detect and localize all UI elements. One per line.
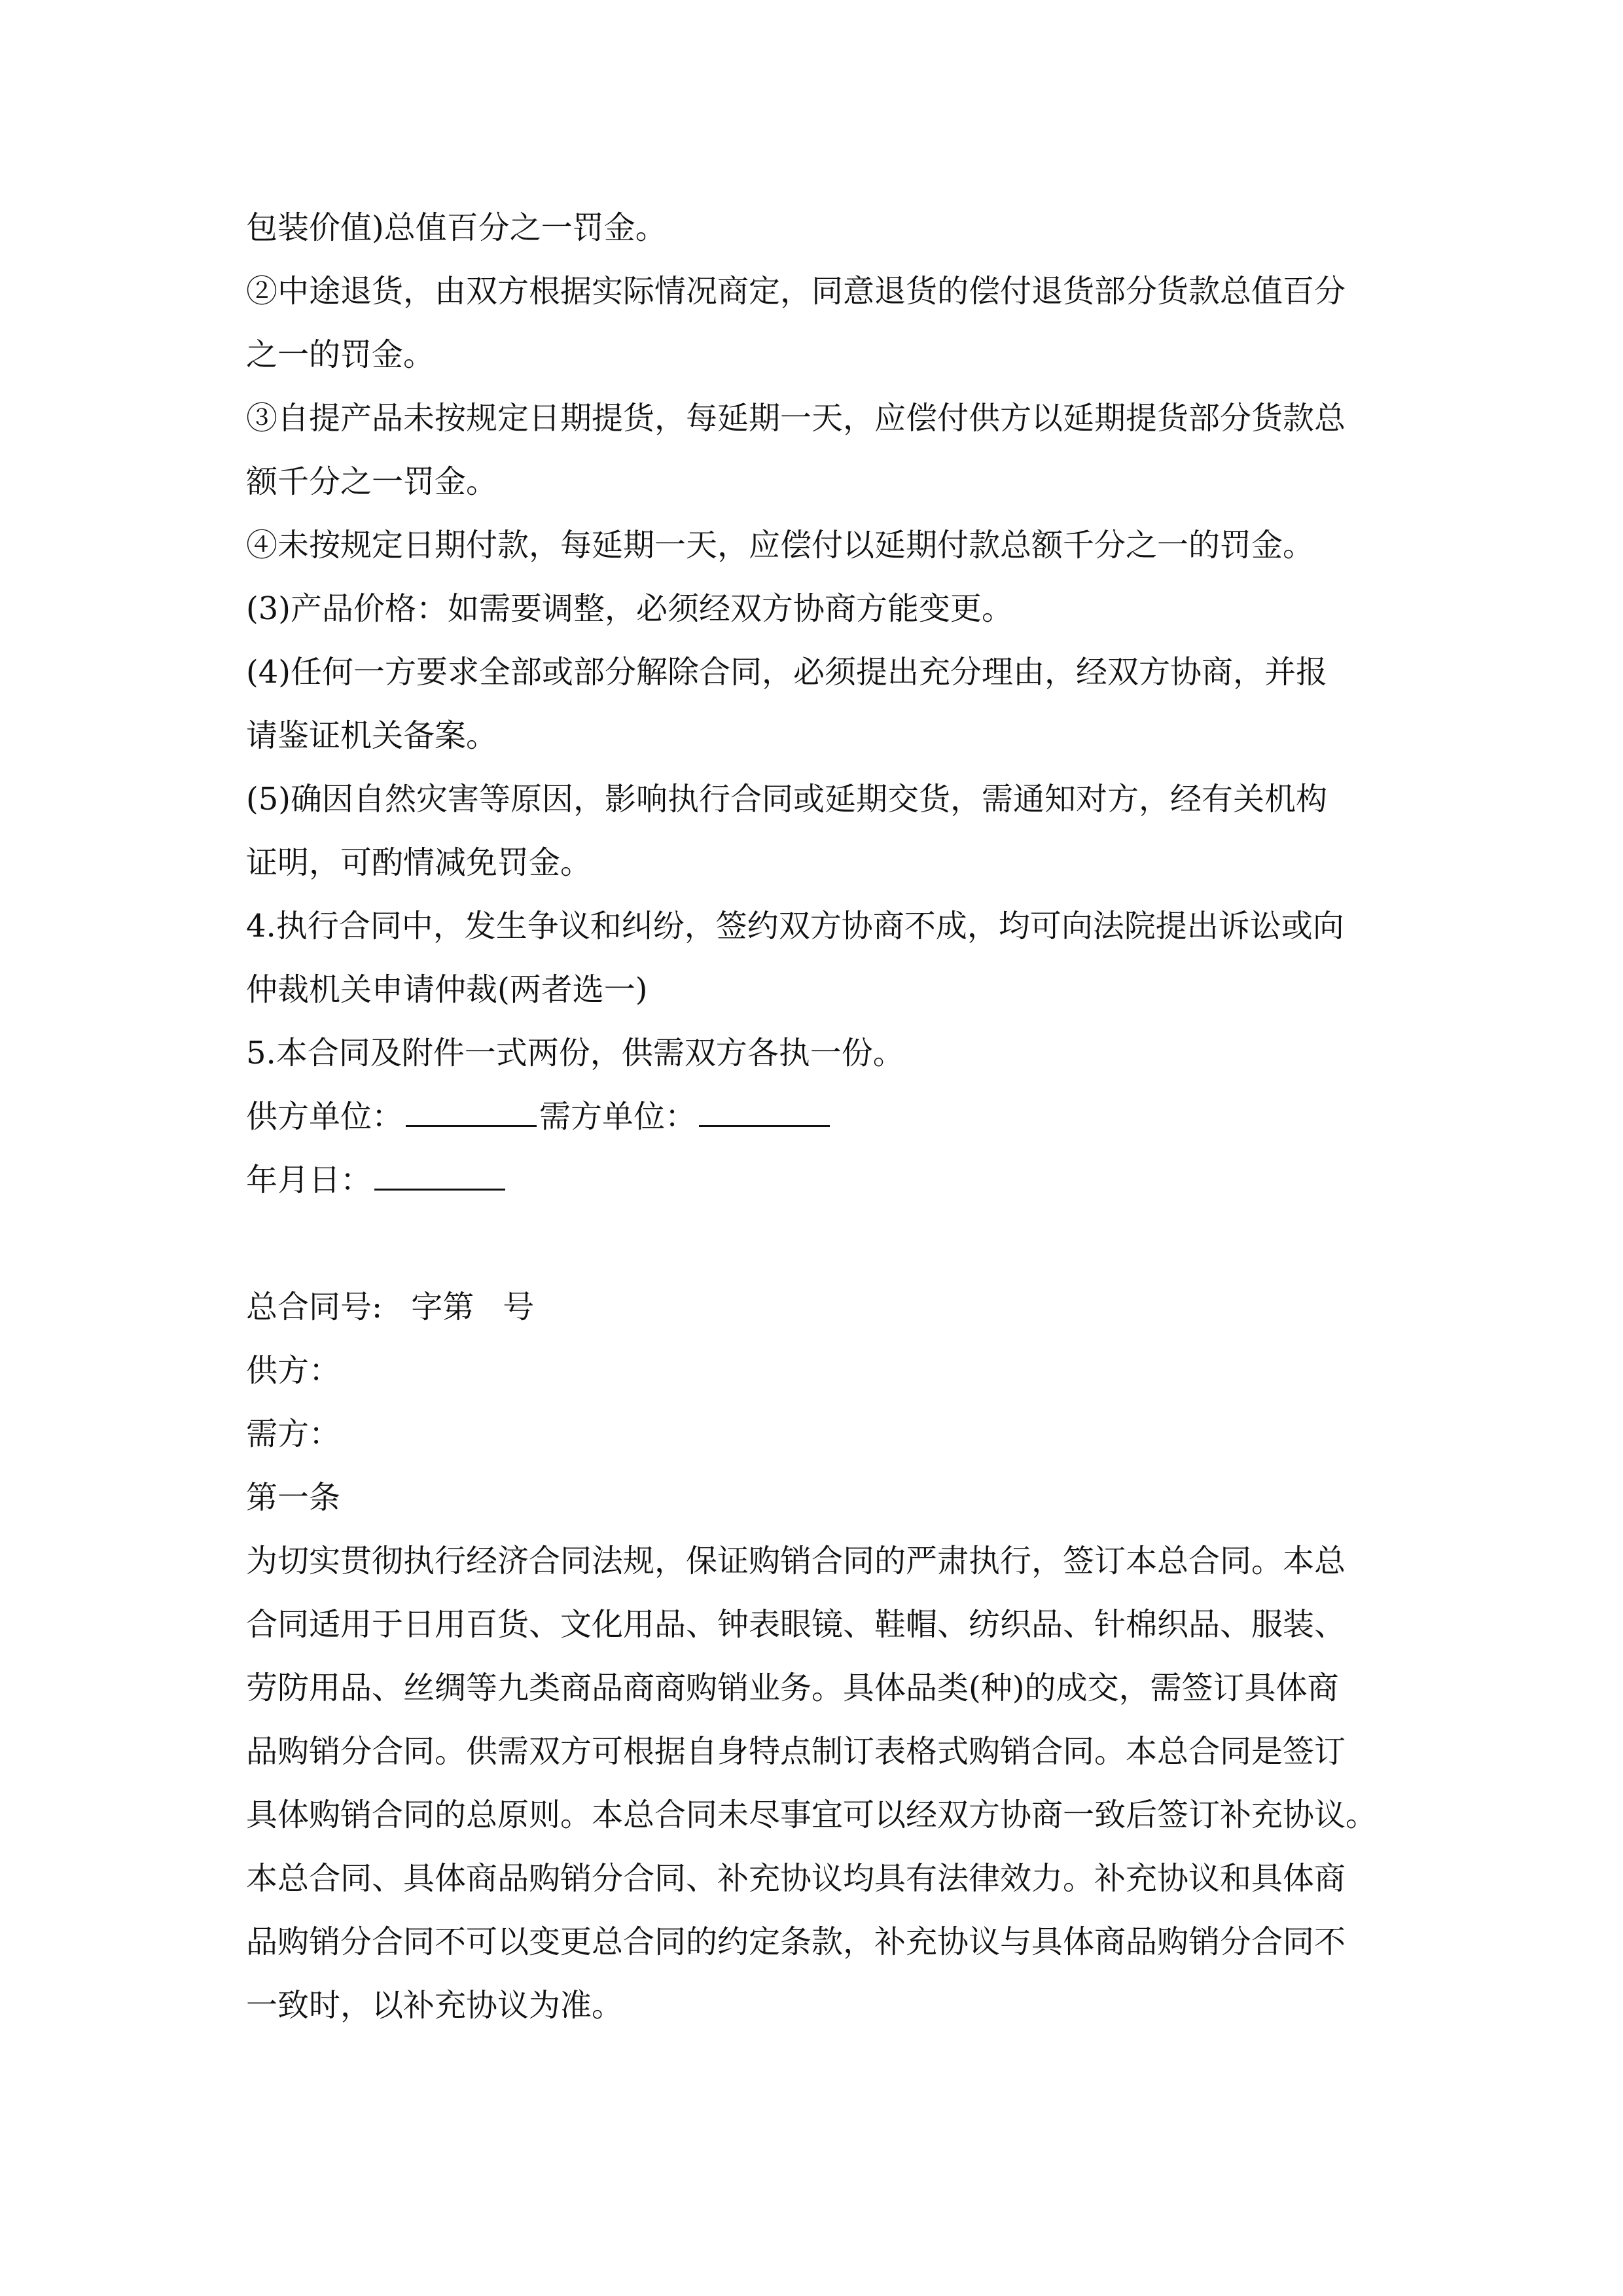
paragraph-line: (4)任何一方要求全部或部分解除合同，必须提出充分理由，经双方协商，并报 <box>246 654 1327 691</box>
paragraph-line: ②中途退货，由双方根据实际情况商定，同意退货的偿付退货部分货款总值百分 <box>246 273 1346 310</box>
contract-number-suffix: 号 <box>503 1289 535 1325</box>
paragraph-line: 请鉴证机关备案。 <box>246 717 498 754</box>
supplier-unit-blank <box>406 1099 537 1127</box>
paragraph-line: 具体购销合同的总原则。本总合同未尽事宜可以经双方协商一致后签订补充协议。 <box>246 1797 1378 1833</box>
contract-number-label: 总合同号: <box>246 1289 383 1325</box>
paragraph-line: 4.执行合同中，发生争议和纠纷，签约双方协商不成，均可向法院提出诉讼或向 <box>246 908 1344 944</box>
paragraph-line: 品购销分合同。供需双方可根据自身特点制订表格式购销合同。本总合同是签订 <box>246 1733 1346 1770</box>
paragraph-line: 仲裁机关申请仲裁(两者选一) <box>246 971 648 1008</box>
paragraph-line: 包装价值)总值百分之一罚金。 <box>246 209 667 246</box>
article-heading: 第一条 <box>246 1479 341 1516</box>
paragraph-line: 一致时，以补充协议为准。 <box>246 1987 624 2024</box>
paragraph-line: 为切实贯彻执行经济合同法规，保证购销合同的严肃执行，签订本总合同。本总 <box>246 1543 1346 1579</box>
supplier-unit-label: 供方单位： <box>246 1098 404 1135</box>
paragraph-line: 额千分之一罚金。 <box>246 463 498 500</box>
paragraph-line: 5.本合同及附件一式两份，供需双方各执一份。 <box>246 1035 904 1071</box>
signature-parties-line <box>246 1085 1385 1149</box>
paragraph-line: 劳防用品、丝绸等九类商品商商购销业务。具体品类(种)的成交，需签订具体商 <box>246 1670 1339 1706</box>
paragraph-line: 之一的罚金。 <box>246 336 435 373</box>
paragraph-line: 证明，可酌情减免罚金。 <box>246 844 592 881</box>
contract-number-char: 字第 <box>411 1289 474 1325</box>
date-label: 年月日： <box>246 1162 372 1198</box>
paragraph-line: (5)确因自然灾害等原因，影响执行合同或延期交货，需通知对方，经有关机构 <box>246 781 1327 817</box>
contract-number-line <box>246 1276 1385 1339</box>
signature-date-line <box>246 1149 1385 1212</box>
paragraph-line: 品购销分合同不可以变更总合同的约定条款，补充协议与具体商品购销分合同不 <box>246 1924 1346 1960</box>
date-blank <box>374 1162 505 1191</box>
section-gap <box>246 1212 1385 1276</box>
supplier-line: 供方： <box>246 1352 341 1389</box>
paragraph-line: ③自提产品未按规定日期提货，每延期一天，应偿付供方以延期提货部分货款总 <box>246 400 1346 437</box>
buyer-line: 需方： <box>246 1416 341 1452</box>
paragraph-line: (3)产品价格：如需要调整，必须经双方协商方能变更。 <box>246 590 1013 627</box>
paragraph-line: ④未按规定日期付款，每延期一天，应偿付以延期付款总额千分之一的罚金。 <box>246 527 1315 564</box>
paragraph-line: 合同适用于日用百货、文化用品、钟表眼镜、鞋帽、纺织品、针棉织品、服装、 <box>246 1606 1346 1643</box>
document-body <box>246 196 1385 2037</box>
buyer-unit-blank <box>699 1099 830 1127</box>
buyer-unit-label: 需方单位： <box>539 1098 697 1135</box>
paragraph-line: 本总合同、具体商品购销分合同、补充协议均具有法律效力。补充协议和具体商 <box>246 1860 1346 1897</box>
